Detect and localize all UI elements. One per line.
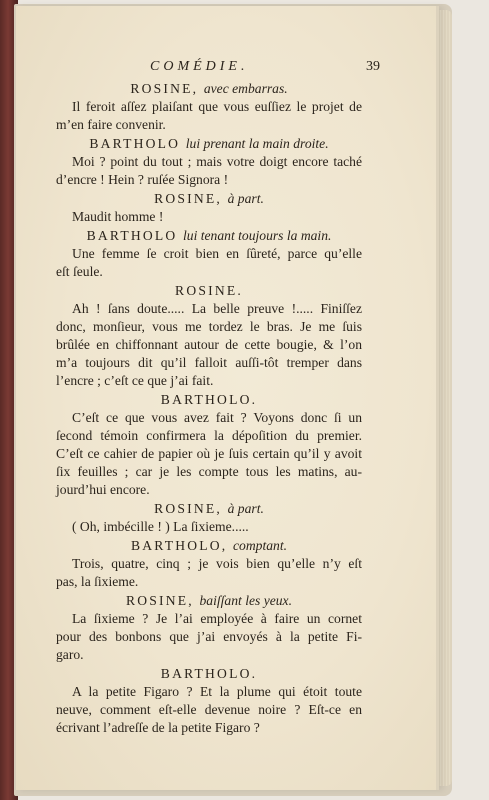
speaker-cue [56, 282, 362, 300]
stage-direction: avec embarras. [203, 81, 288, 96]
stage-direction: à part. [227, 191, 264, 206]
dialogue-line: Moi ? point du tout ; mais votre doigt encore taché [72, 154, 362, 169]
dialogue-line: A la petite Figaro ? Et la plume qui étoit toute [72, 684, 362, 699]
dialogue-line: garo. [56, 647, 84, 662]
dialogue-line: Trois, quatre, cinq ; je vois bien qu’elle n’y eſt [72, 556, 362, 571]
stage-direction: baiſſant les yeux. [199, 593, 292, 608]
speaker-cue [56, 190, 362, 208]
speaker-name: BARTHOLO. [160, 392, 258, 407]
running-title: COMÉDIE. [150, 59, 249, 74]
dialogue-line: écrivant l’adreſſe de la petite Figaro ? [56, 720, 260, 735]
dialogue-line: C’eſt ce que vous avez fait ? Voyons donc ſi un [72, 410, 362, 425]
play-text [56, 80, 362, 737]
dialogue-line: La ſixieme ? Je l’ai employée à faire un cornet [72, 611, 362, 626]
dialogue-line: ( Oh, imbécille ! ) La ſixieme..... [72, 519, 249, 534]
dialogue-line: Une femme ſe croit bien en ſûreté, parce qu’elle [72, 246, 362, 261]
dialogue-line: m’en faire convenir. [56, 117, 166, 132]
dialogue-line: C’eſt ce cahier de papier où je ſuis certain qu’il y avoit [56, 446, 362, 461]
speaker-name: ROSINE, [126, 593, 194, 608]
speaker-cue [56, 227, 362, 245]
stage-direction: comptant. [233, 538, 287, 553]
dialogue-line: brûlée en chiffonnant autour de cette bougie, & l’on [56, 337, 362, 352]
speaker-cue [56, 592, 362, 610]
dialogue-line: donc, monſieur, vous me tordez le bras. Je me ſuis [56, 319, 362, 334]
dialogue-line: Maudit homme ! [72, 209, 164, 224]
speaker-cue [56, 665, 362, 683]
stage-direction: lui tenant toujours la main. [183, 228, 332, 243]
dialogue-line: eſt ſeule. [56, 264, 103, 279]
stage-direction: à part. [227, 501, 264, 516]
speaker-name: BARTHOLO. [160, 666, 258, 681]
speaker-name: ROSINE, [130, 81, 199, 96]
speaker-cue [56, 500, 362, 518]
dialogue-line: Il feroit aſſez plaiſant que vous euſſiez le projet de [72, 99, 362, 114]
dialogue-line: m’a toujours dit qu’il falloit auſſi-tôt tremper dans [56, 355, 362, 370]
dialogue-line: Ah ! ſans doute..... La belle preuve !..... Finiſſez [72, 301, 362, 316]
speaker-name: ROSINE, [154, 501, 222, 516]
page-header [56, 58, 380, 78]
speaker-cue [56, 537, 362, 555]
dialogue-line: jourd’hui encore. [56, 482, 150, 497]
speaker-name: BARTHOLO [89, 136, 181, 151]
speaker-cue [56, 135, 362, 153]
speaker-name: BARTHOLO, [131, 538, 228, 553]
dialogue-line: d’encre ! Hein ? ruſée Signora ! [56, 172, 229, 187]
page-text [56, 58, 380, 737]
dialogue-line: l’encre ; c’eſt ce que j’ai fait. [56, 373, 214, 388]
speaker-name: ROSINE. [175, 283, 243, 298]
speaker-name: ROSINE, [154, 191, 222, 206]
speaker-cue [56, 391, 362, 409]
dialogue-line: neuve, comment eſt-elle devenue noire ? Eſt-ce en [56, 702, 362, 717]
page-number: 39 [366, 59, 380, 74]
dialogue-line: ſix feuilles ; car je les compte tous les matins, au- [56, 464, 362, 479]
stage-direction: lui prenant la main droite. [185, 136, 329, 151]
dialogue-line: pour des bonbons que j’ai envoyés à la petite Fi- [56, 629, 362, 644]
dialogue-line: pas, la ſixieme. [56, 574, 139, 589]
speaker-name: BARTHOLO [86, 228, 178, 243]
speaker-cue [56, 80, 362, 98]
dialogue-line: ſecond témoin confirmera la dépoſition du premier. [56, 428, 362, 443]
